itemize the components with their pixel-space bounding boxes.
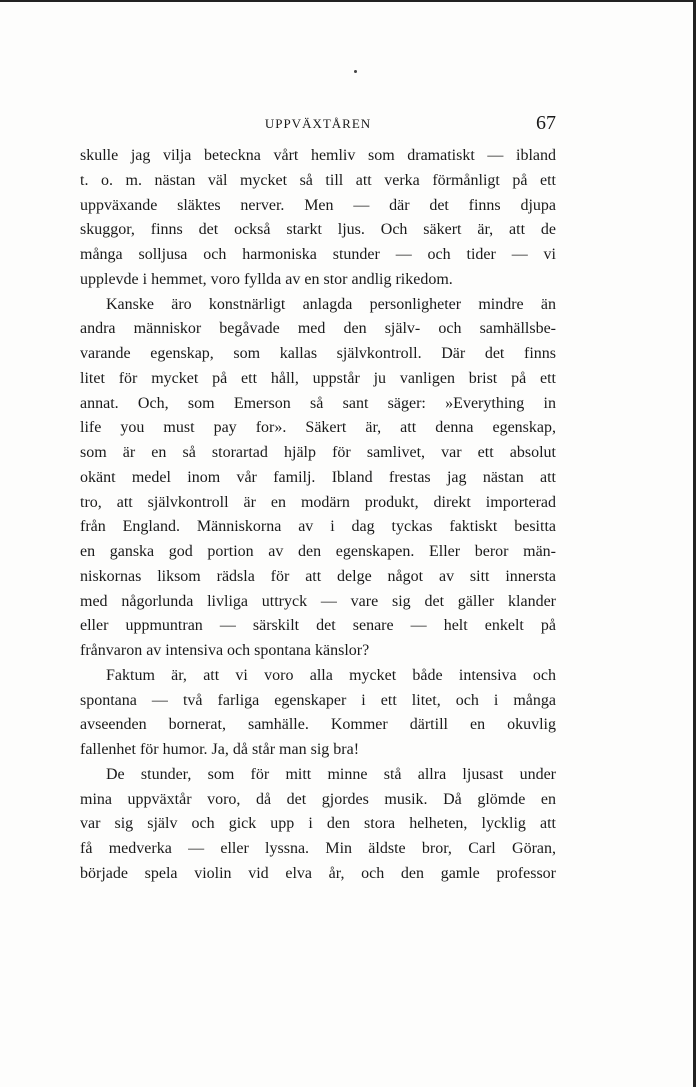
text-line: från England. Människorna av i dag tyckas faktiskt besitta [80, 518, 556, 536]
text-line: Faktum är, att vi voro alla mycket både intensiva och [106, 666, 556, 684]
page-header [80, 112, 556, 138]
text-line: eller uppmuntran — särskilt det senare — helt enkelt på [80, 617, 556, 635]
running-head: UPPVÄXTÅREN [264, 116, 372, 131]
text-line: uppväxande släktes nerver. Men — där det finns djupa [80, 196, 556, 214]
text-line: t. o. m. nästan väl mycket så till att verka förmånligt på ett [80, 171, 556, 189]
page-top-edge [0, 0, 696, 2]
text-line: De stunder, som för mitt minne stå allra ljusast under [106, 765, 556, 783]
ink-speck [354, 70, 357, 73]
text-line: tro, att självkontroll är en modärn produkt, direkt importerad [80, 493, 556, 511]
text-line: frånvaron av intensiva och spontana känslor? [80, 642, 370, 659]
text-line: skulle jag vilja beteckna vårt hemliv som dramatiskt — ibland [80, 147, 556, 164]
body-text [80, 144, 556, 887]
text-line: andra människor begåvade med den själv- och samhällsbe- [80, 320, 556, 338]
text-line: många solljusa och harmoniska stunder — och tider — vi [80, 246, 556, 263]
text-line: med någorlunda livliga uttryck — vare sig det gäller klander [80, 592, 556, 610]
page-number: 67 [536, 112, 556, 134]
text-line: niskornas liksom rädsla för att delge något av sitt innersta [80, 567, 556, 585]
text-line: började spela violin vid elva år, och den gamle professor [80, 864, 556, 882]
text-line: okänt medel inom vår familj. Ibland frestas jag nästan att [80, 468, 556, 486]
text-line: skuggor, finns det också starkt ljus. Och säkert är, att de [80, 221, 556, 239]
text-line: mina uppväxtår voro, då det gjordes musik. Då glömde en [80, 790, 556, 808]
text-line: annat. Och, som Emerson så sant säger: »Everything in [80, 394, 556, 412]
text-line: var sig själv och gick upp i den stora helheten, lycklig att [80, 815, 556, 833]
text-line: fallenhet för humor. Ja, då står man sig bra! [80, 741, 360, 758]
text-line: en ganska god portion av den egenskapen. Eller beror män- [80, 543, 556, 560]
text-line: få medverka — eller lyssna. Min äldste bror, Carl Göran, [80, 840, 556, 857]
text-line: spontana — två farliga egenskaper i ett litet, och i många [80, 691, 556, 709]
text-line: varande egenskap, som kallas självkontroll. Där det finns [80, 345, 556, 362]
text-line: Kanske äro konstnärligt anlagda personligheter mindre än [106, 295, 556, 313]
text-line: avseenden bornerat, samhälle. Kommer därtill en okuvlig [80, 716, 556, 734]
text-line: litet för mycket på ett håll, uppstår ju vanligen brist på ett [80, 369, 556, 387]
text-line: life you must pay for». Säkert är, att denna egenskap, [80, 419, 556, 437]
text-line: upplevde i hemmet, voro fyllda av en stor andlig rikedom. [80, 270, 453, 288]
text-line: som är en så storartad hjälp för samlivet, var ett absolut [80, 444, 556, 461]
